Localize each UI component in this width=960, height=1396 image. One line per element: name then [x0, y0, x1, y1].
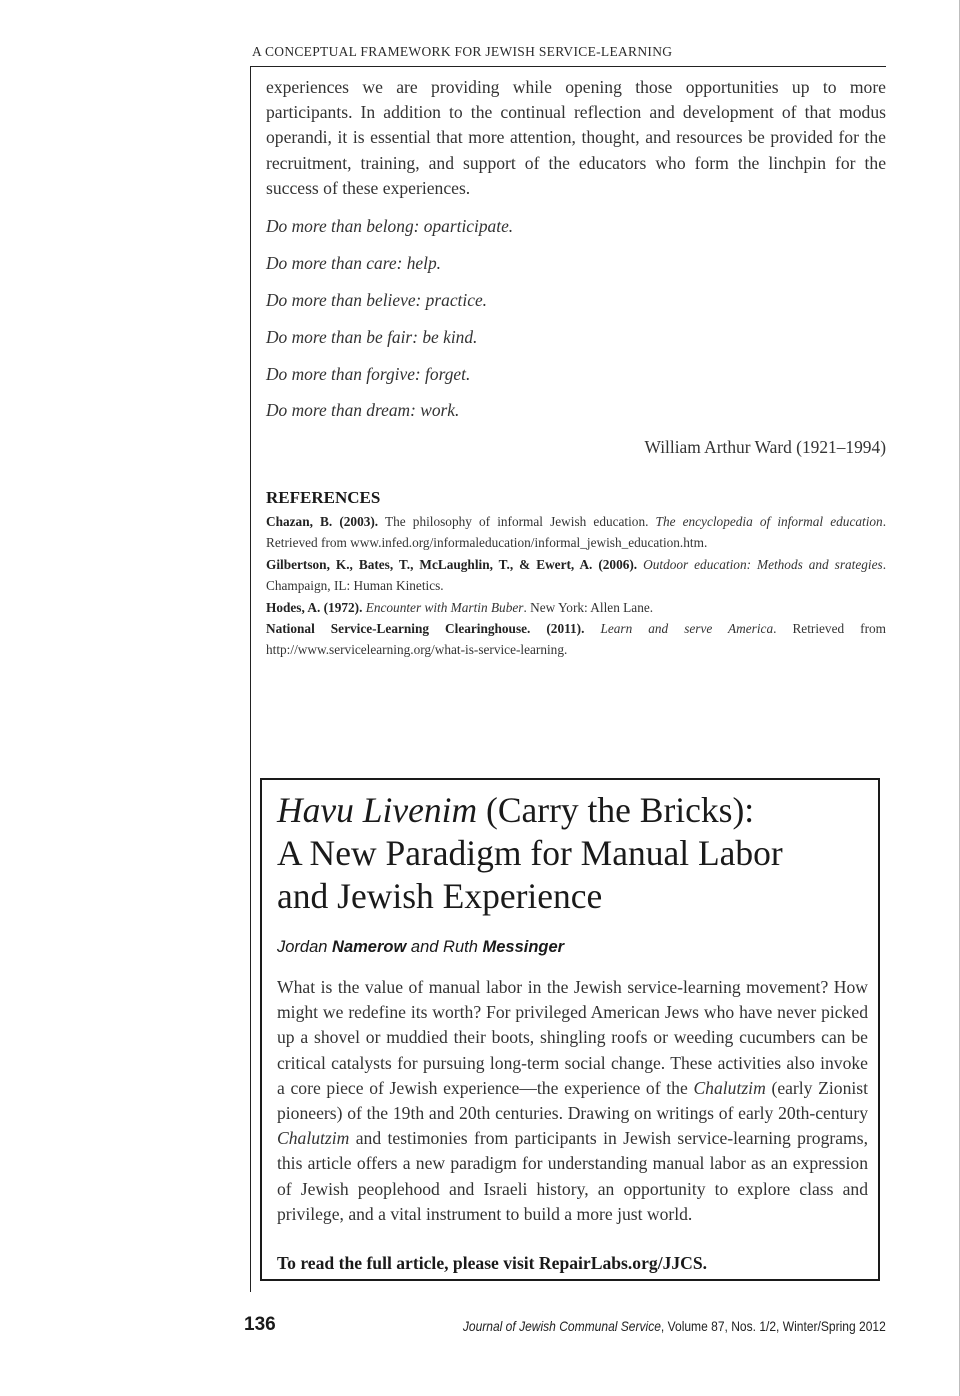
- abstract-term: Chalutzim: [277, 1128, 350, 1149]
- read-more-link[interactable]: To read the full article, please visit RepairLabs.org/JJCS.: [277, 1253, 708, 1273]
- reference-authors: National Service-Learning Clearinghouse. (2011).: [266, 621, 585, 637]
- reference-title: Outdoor education: Methods and srategies: [643, 556, 883, 572]
- quote-line-3: Do more than believe: practice.: [266, 290, 488, 310]
- author-first-name: Jordan: [277, 938, 333, 956]
- byline-and: and Ruth: [406, 938, 483, 956]
- journal-issue: , Volume 87, Nos. 1/2, Winter/Spring 2012: [661, 1318, 886, 1334]
- references-heading: REFERENCES: [266, 488, 381, 507]
- article-title-line2: A New Paradigm for Manual Labor: [277, 833, 783, 873]
- article-abstract: [277, 975, 868, 1227]
- journal-footer: [463, 1318, 886, 1334]
- reference-source: . Retrieved from www.infed.org/informaleducation/informal_jewish_education.htm.: [266, 514, 887, 551]
- header-rule: [250, 66, 886, 67]
- quote-line-1: Do more than belong: oparticipate.: [266, 216, 514, 236]
- margin-rule: [250, 66, 251, 1292]
- running-head: A CONCEPTUAL FRAMEWORK FOR JEWISH SERVICE-LEARNING: [252, 44, 673, 59]
- reference-text: [584, 621, 600, 636]
- abstract-text: and testimonies from participants in Jewish service-learning programs, this article offers a new paradigm for understanding manual labor as an expression of Jewish peoplehood and Israeli history, an opportunity to explore class and privilege, and a vital instrument to build a more just world.: [277, 1128, 868, 1224]
- quote-attribution: William Arthur Ward (1921–1994): [644, 437, 886, 457]
- reference-authors: Gilbertson, K., Bates, T., McLaughlin, T., & Ewert, A. (2006).: [266, 556, 638, 572]
- article-title-italic: Havu Livenim: [277, 790, 478, 830]
- reference-title: The encyclopedia of informal education: [655, 514, 883, 529]
- body-paragraph: experiences we are providing while opening those opportunities up to more participants. In addition to the continual reflection and development of that modus operandi, it is essential that more attention, thought, and resources be provided for the recruitment, training, and support of the educators who form the linchpin for the success of these experiences.: [266, 77, 886, 198]
- article-byline: [277, 938, 564, 957]
- author-last-name: Messinger: [482, 938, 565, 956]
- quote-line-2: Do more than care: help.: [266, 253, 441, 273]
- reference-title: Encounter with Martin Buber: [365, 599, 524, 615]
- article-title-line3: and Jewish Experience: [277, 876, 603, 916]
- abstract-term: Chalutzim: [693, 1077, 766, 1098]
- reference-authors: Chazan, B. (2003).: [266, 514, 379, 529]
- quote-line-4: Do more than be fair: be kind.: [266, 327, 478, 347]
- abstract-text: (early Zionist pioneers) of the 19th and 20th centuries. Drawing on writings of early 20th-century: [277, 1077, 869, 1124]
- reference-authors: Hodes, A. (1972).: [266, 599, 363, 615]
- reference-source: . Retrieved from http://www.servicelearning.org/what-is-service-learning.: [266, 621, 886, 658]
- article-title-line1: (Carry the Bricks):: [477, 790, 755, 830]
- article-title: [277, 789, 877, 918]
- reference-title: Learn and serve America: [600, 621, 774, 637]
- reference-source: . New York: Allen Lane.: [523, 599, 654, 615]
- references-list: [266, 511, 886, 661]
- reference-source: . Champaign, IL: Human Kinetics.: [266, 556, 887, 594]
- reference-item: [266, 511, 886, 554]
- abstract-text: What is the value of manual labor in the Jewish service-learning movement? How might we redefine its worth? For privileged American Jews who have never picked up a shovel or muddied their boots, shingling roofs or weeding cucumbers can be critical catalysts for pursuing long-term social change. These activities also invoke a core piece of Jewish experience—the experience of the: [277, 977, 868, 1098]
- page-number: 136: [244, 1314, 276, 1335]
- quote-line-6: Do more than dream: work.: [266, 400, 460, 420]
- journal-name: Journal of Jewish Communal Service: [463, 1318, 662, 1334]
- author-last-name: Namerow: [332, 938, 407, 956]
- reference-item: [266, 618, 886, 661]
- reference-item: [266, 597, 886, 618]
- reference-text: The philosophy of informal Jewish education.: [378, 514, 656, 529]
- reference-item: [266, 554, 886, 597]
- quote-line-5: Do more than forgive: forget.: [266, 364, 471, 384]
